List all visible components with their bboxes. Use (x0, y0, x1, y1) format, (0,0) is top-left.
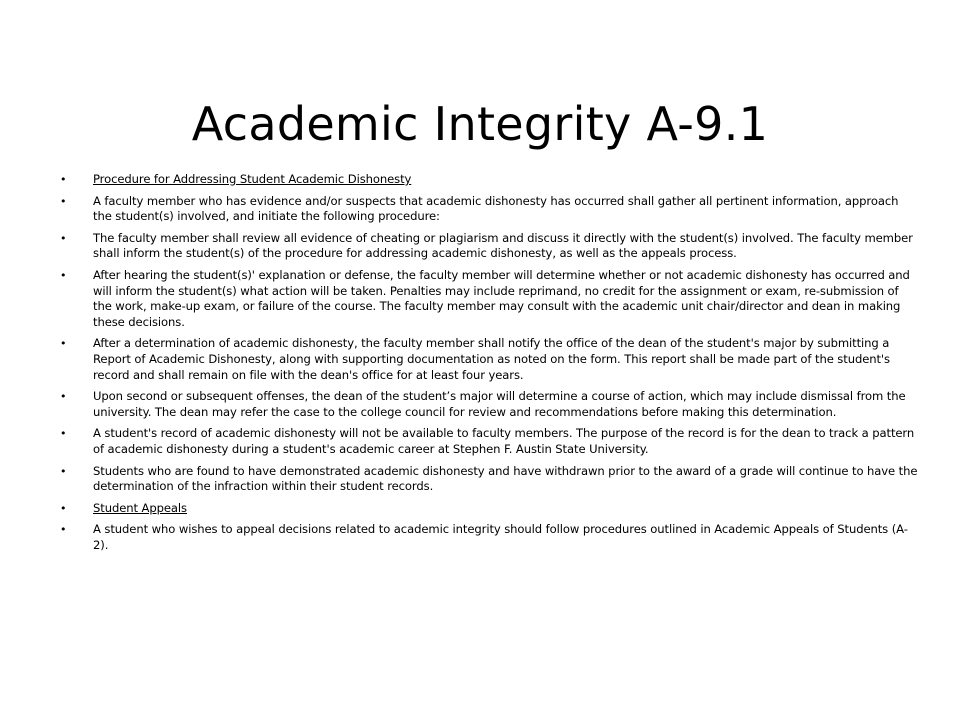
bullet-icon: • (60, 523, 67, 537)
bullet-icon: • (60, 173, 67, 186)
bullet-text: A faculty member who has evidence and/or suspects that academic dishonesty has occurred shall gather all pertinent information, approach the student(s) involved, and initiate the following procedure: (93, 193, 899, 224)
bullet-text: After hearing the student(s)' explanation or defense, the faculty member will determine whether or not academic dishonesty has occurred and will inform the student(s) what action will be taken. Penalties may include reprimand, no credit for the assignment or exam, re-submission of the work, make-up exam, or failure of the course. The faculty member may consult with the academic unit chair/director and dean in making these decisions. (93, 267, 910, 329)
bullet-text: Students who are found to have demonstrated academic dishonesty and have withdrawn prior to the award of a grade will continue to have the determination of the infraction within their student records. (93, 463, 918, 494)
section-heading: Procedure for Addressing Student Academic Dishonesty (93, 172, 412, 186)
bullet-text: After a determination of academic dishonesty, the faculty member shall notify the office of the dean of the student's major by submitting a Report of Academic Dishonesty, along with supporting documentation as noted on the form. This report shall be made part of the student's record and shall remain on file with the dean's office for at least four years. (93, 336, 890, 382)
bullet-text: The faculty member shall review all evidence of cheating or plagiarism and discuss it directly with the student(s) involved. The faculty member shall inform the student(s) of the procedure for addressing academic dishonesty, as well as the appeals process. (93, 230, 913, 261)
bullet-text: A student's record of academic dishonesty will not be available to faculty members. The purpose of the record is for the dean to track a pattern of academic dishonesty during a student's academic career at Stephen F. Austin State University. (93, 426, 915, 456)
bullet-item (60, 336, 920, 383)
bullet-item-procedure-heading (60, 172, 920, 188)
bullet-icon: • (60, 231, 67, 245)
bullet-icon: • (60, 464, 67, 478)
bullet-item (60, 522, 920, 553)
bullet-text: Upon second or subsequent offenses, the dean of the student’s major will determine a course of action, which may include dismissal from the university. The dean may refer the case to the college council for review and recommendations before making this determination. (93, 389, 906, 419)
bullet-item (60, 389, 920, 420)
bullet-list (60, 172, 920, 559)
section-heading: Student Appeals (93, 500, 187, 515)
bullet-icon: • (60, 427, 67, 441)
bullet-item (60, 426, 920, 457)
bullet-icon: • (60, 337, 67, 351)
bullet-item-appeals-heading (60, 501, 920, 517)
slide-title: Academic Integrity A-9.1 (191, 96, 769, 151)
bullet-item (60, 194, 920, 225)
bullet-item (60, 464, 920, 495)
bullet-text: A student who wishes to appeal decisions related to academic integrity should follow procedures outlined in Academic Appeals of Students (A-2). (93, 522, 908, 552)
bullet-icon: • (60, 194, 67, 208)
bullet-item (60, 268, 920, 330)
bullet-icon: • (60, 390, 67, 404)
bullet-icon: • (60, 268, 67, 282)
bullet-item (60, 231, 920, 262)
bullet-icon: • (60, 501, 67, 515)
